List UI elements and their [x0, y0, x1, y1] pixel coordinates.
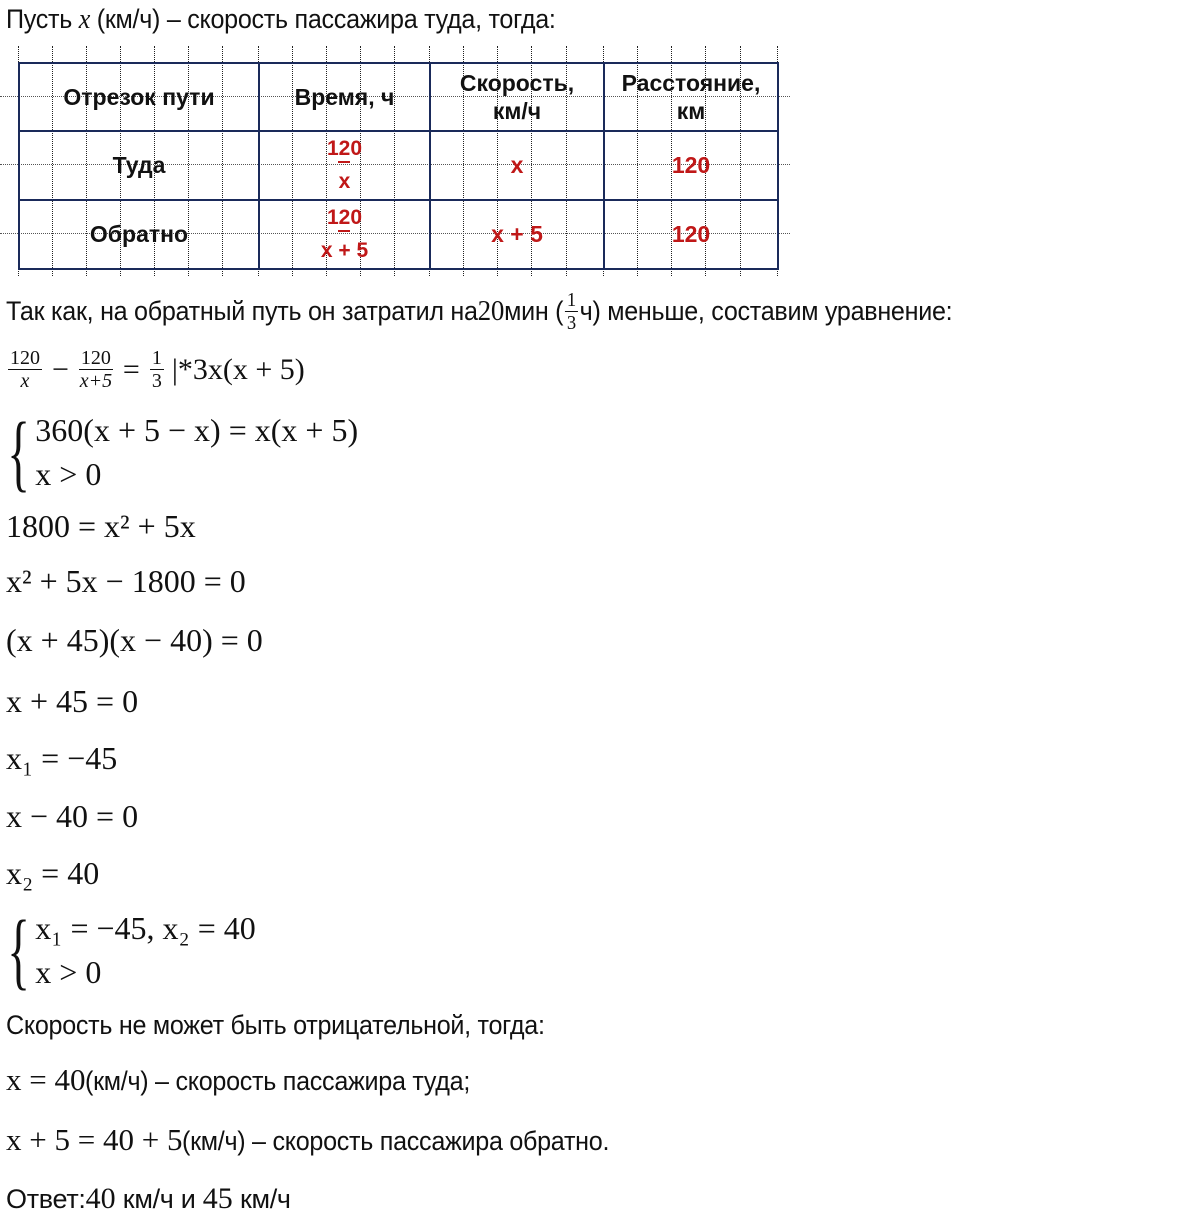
equals-sign: =	[122, 352, 140, 386]
condition-line	[6, 290, 1024, 333]
answer-value-1: 40	[85, 1182, 116, 1215]
result-2-line	[6, 1122, 642, 1158]
condition-minutes: 20	[477, 295, 505, 327]
cell-distance: 120	[604, 131, 778, 200]
system-2	[6, 902, 256, 998]
condition-text-3: ч) меньше, составим уравнение:	[579, 296, 953, 326]
main-equation	[6, 348, 305, 391]
intro-suffix: (км/ч) – скорость пассажира туда, тогда:	[90, 4, 556, 34]
intro-variable: x	[78, 4, 91, 35]
cell-speed: x + 5	[430, 200, 604, 269]
answer-label: Ответ:	[6, 1184, 86, 1214]
table-row	[19, 200, 778, 269]
step-7: x₂ = 40	[6, 855, 100, 891]
step-1: 1800 = x² + 5x	[6, 508, 196, 544]
result-1-math: x = 40	[6, 1062, 86, 1097]
cell-segment: Туда	[19, 131, 259, 200]
intro-prefix: Пусть	[6, 4, 79, 34]
answer-value-2: 45	[202, 1182, 233, 1215]
result-2-math: x + 5 = 40 + 5	[6, 1122, 183, 1157]
fraction-120-over-x-plus-5: $\frac{120}{x+5}$	[79, 347, 113, 392]
result-2-text: (км/ч) – скорость пассажира обратно.	[182, 1126, 610, 1156]
answer-unit-2: км/ч	[232, 1184, 291, 1214]
speed-table	[18, 62, 779, 270]
result-1-text: (км/ч) – скорость пассажира туда;	[85, 1066, 471, 1096]
conclusion-line	[6, 1010, 585, 1041]
cell-segment: Обратно	[19, 200, 259, 269]
header-time: Время, ч	[259, 63, 430, 131]
fraction-120-over-x: $\frac{120}{x}$	[10, 347, 40, 392]
system-1-line-2: x > 0	[35, 456, 102, 492]
brace-icon: {	[7, 902, 30, 998]
table-row	[19, 131, 778, 200]
answer-line	[6, 1182, 291, 1216]
step-6: x − 40 = 0	[6, 798, 139, 834]
brace-icon: {	[7, 404, 30, 500]
step-5: x₁ = −45	[6, 740, 118, 776]
system-2-line-1: x₁ = −45, x₂ = 40	[35, 910, 256, 946]
fraction-one-third: $\frac{1}{3}$	[151, 347, 162, 392]
cell-speed: x	[430, 131, 604, 200]
answer-unit-1: км/ч и	[115, 1184, 203, 1214]
step-4: x + 45 = 0	[6, 683, 139, 719]
result-1-line	[6, 1062, 500, 1098]
cell-distance: 120	[604, 200, 778, 269]
equation-multiplier: |*3x(x + 5)	[171, 352, 305, 386]
cell-time: $\frac{120}{x + 5}$	[259, 200, 430, 269]
header-segment: Отрезок пути	[19, 63, 259, 131]
condition-fraction: $\frac{1}{3}$	[566, 289, 576, 334]
condition-text-2: мин (	[504, 296, 564, 326]
system-1	[6, 404, 359, 500]
minus-sign: −	[52, 352, 69, 386]
step-2: x² + 5x − 1800 = 0	[6, 563, 246, 599]
header-distance: Расстояние, км	[604, 63, 778, 131]
intro-line	[6, 4, 597, 36]
speed-table-area	[0, 46, 800, 276]
conclusion-text: Скорость не может быть отрицательной, тогда:	[6, 1010, 545, 1040]
condition-text-1: Так как, на обратный путь он затратил на	[6, 296, 478, 326]
cell-time: $\frac{120}{x}$	[259, 131, 430, 200]
step-3: (x + 45)(x − 40) = 0	[6, 622, 263, 658]
system-1-line-1: 360(x + 5 − x) = x(x + 5)	[35, 412, 359, 448]
system-2-line-2: x > 0	[35, 954, 102, 990]
table-header-row	[19, 63, 778, 131]
header-speed: Скорость, км/ч	[430, 63, 604, 131]
